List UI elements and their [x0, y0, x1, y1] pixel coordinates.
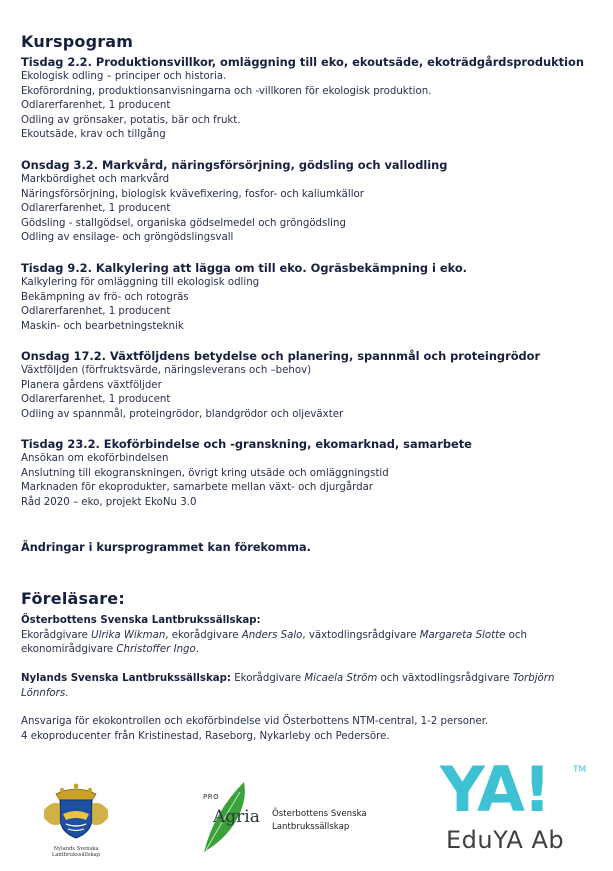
- session-line: Gödsling - stallgödsel, organiska gödselmedel och gröngödsling: [21, 217, 346, 229]
- session-3: [21, 261, 601, 334]
- proagria-logo: [196, 780, 386, 860]
- eduya-name: EduYA Ab: [446, 826, 565, 854]
- lecturer-name: Ulrika Wikman: [91, 629, 166, 641]
- session-line: Råd 2020 – eko, projekt EkoNu 3.0: [21, 496, 197, 508]
- session-2: [21, 158, 601, 246]
- lecturer-text: Ekorådgivare: [231, 673, 305, 684]
- lecturer-name: Anders Salo: [241, 629, 303, 641]
- nylands-logo: [26, 780, 126, 858]
- session-4: [21, 349, 601, 422]
- eduya-logo: [438, 753, 598, 860]
- agria-pro-text: PRO: [203, 793, 220, 801]
- session-line: Anslutning till ekogranskningen, övrigt kring utsäde och omläggningstid: [21, 467, 389, 479]
- session-line: Odling av spannmål, proteingrödor, blandgrödor och oljeväxter: [21, 408, 344, 420]
- session-heading: Tisdag 23.2. Ekoförbindelse och -granskning, ekomarknad, samarbete: [21, 437, 472, 451]
- lecturer-text: .: [195, 644, 200, 656]
- lecturers-nylands: [21, 672, 601, 701]
- nylands-coat-of-arms-icon: [26, 780, 126, 840]
- session-line: Kalkylering för omläggning till ekologisk odling: [21, 277, 260, 288]
- producers-info: 4 ekoproducenter från Kristinestad, Raseborg, Nykarleby och Pedersöre.: [21, 731, 390, 742]
- session-line: Odling av ensilage- och gröngödslingsvall: [21, 232, 234, 244]
- session-line: Marknaden för ekoprodukter, samarbete mellan växt- och djurgårdar: [21, 482, 373, 494]
- session-line: Ansökan om ekoförbindelsen: [21, 453, 169, 464]
- session-heading: Tisdag 2.2. Produktionsvillkor, omläggning till eko, ekoutsäde, ekoträdgårdsproduktion: [21, 55, 584, 69]
- session-line: Näringsförsörjning, biologisk kvävefixering, fosfor- och kaliumkällor: [21, 188, 364, 200]
- lecturer-text: , ekorådgivare: [165, 629, 242, 641]
- session-line: Växtföljden (förfruktsvärde, näringsleverans och –behov): [21, 365, 312, 376]
- lecturer-name: Christoffer Ingo: [116, 644, 196, 656]
- lecturer-name: Torbjörn: [512, 673, 555, 684]
- session-line: Bekämpning av frö- och rotogräs: [21, 291, 189, 303]
- agria-name: Agria: [213, 807, 260, 827]
- ya-mark: YA!: [440, 753, 550, 826]
- session-heading: Tisdag 9.2. Kalkylering att lägga om till eko. Ogräsbekämpning i eko.: [21, 261, 468, 275]
- agria-org-line-2: Lantbrukssällskap: [272, 822, 350, 832]
- session-line: Odlarerfarenhet, 1 producent: [21, 306, 171, 318]
- org-name: Österbottens Svenska Lantbrukssällskap:: [21, 615, 261, 626]
- lecturer-text: , växtodlingsrådgivare: [302, 629, 420, 641]
- nylands-caption-2: Lantbrukssällskap: [51, 852, 101, 858]
- session-line: Ekoutsäde, krav och tillgång: [21, 129, 166, 141]
- lecturer-text: och: [505, 629, 527, 641]
- responsible-info: Ansvariga för ekokontrollen och ekoförbindelse vid Österbottens NTM-central, 1-2 personer.: [21, 716, 489, 727]
- nylands-caption-1: Nylands Svenska: [53, 846, 99, 852]
- org-name: Nylands Svenska Lantbrukssällskap:: [21, 673, 231, 684]
- page-title: Kurspogram: [21, 32, 134, 51]
- program-change-notice: Ändringar i kursprogrammet kan förekomma.: [21, 541, 311, 554]
- lecturers-osterbotten: [21, 614, 601, 658]
- session-line: Odlarerfarenhet, 1 producent: [21, 394, 171, 406]
- lecturer-text: .: [65, 687, 69, 699]
- lecturer-name: Lönnfors: [21, 687, 66, 699]
- session-line: Ekoförordning, produktionsanvisningarna och -villkoren för ekologisk produktion.: [21, 85, 432, 97]
- lecturer-name: Margareta Slotte: [419, 629, 506, 641]
- lecturer-name: Micaela Ström: [304, 673, 378, 684]
- session-line: Odling av grönsaker, potatis, bär och frukt.: [21, 114, 241, 126]
- trademark-mark: TM: [573, 765, 587, 775]
- session-line: Ekologisk odling – principer och historia.: [21, 71, 227, 82]
- session-line: Maskin- och bearbetningsteknik: [21, 320, 184, 332]
- session-5: [21, 437, 601, 510]
- session-line: Odlarerfarenhet, 1 producent: [21, 203, 171, 215]
- session-line: Planera gårdens växtföljder: [21, 379, 162, 391]
- session-1: [21, 55, 601, 143]
- lecturer-text: och växtodlingsrådgivare: [377, 673, 513, 684]
- session-heading: Onsdag 17.2. Växtföljdens betydelse och planering, spannmål och proteingrödor: [21, 349, 541, 363]
- session-heading: Onsdag 3.2. Markvård, näringsförsörjning, gödsling och vallodling: [21, 158, 448, 172]
- session-line: Odlarerfarenhet, 1 producent: [21, 100, 171, 112]
- session-line: Markbördighet och markvård: [21, 174, 170, 185]
- lecturer-text: ekonomirådgivare: [21, 644, 117, 656]
- lecturer-text: Ekorådgivare: [21, 629, 92, 641]
- lecturers-title: Föreläsare:: [21, 589, 125, 608]
- agria-org-line-1: Österbottens Svenska: [272, 809, 367, 819]
